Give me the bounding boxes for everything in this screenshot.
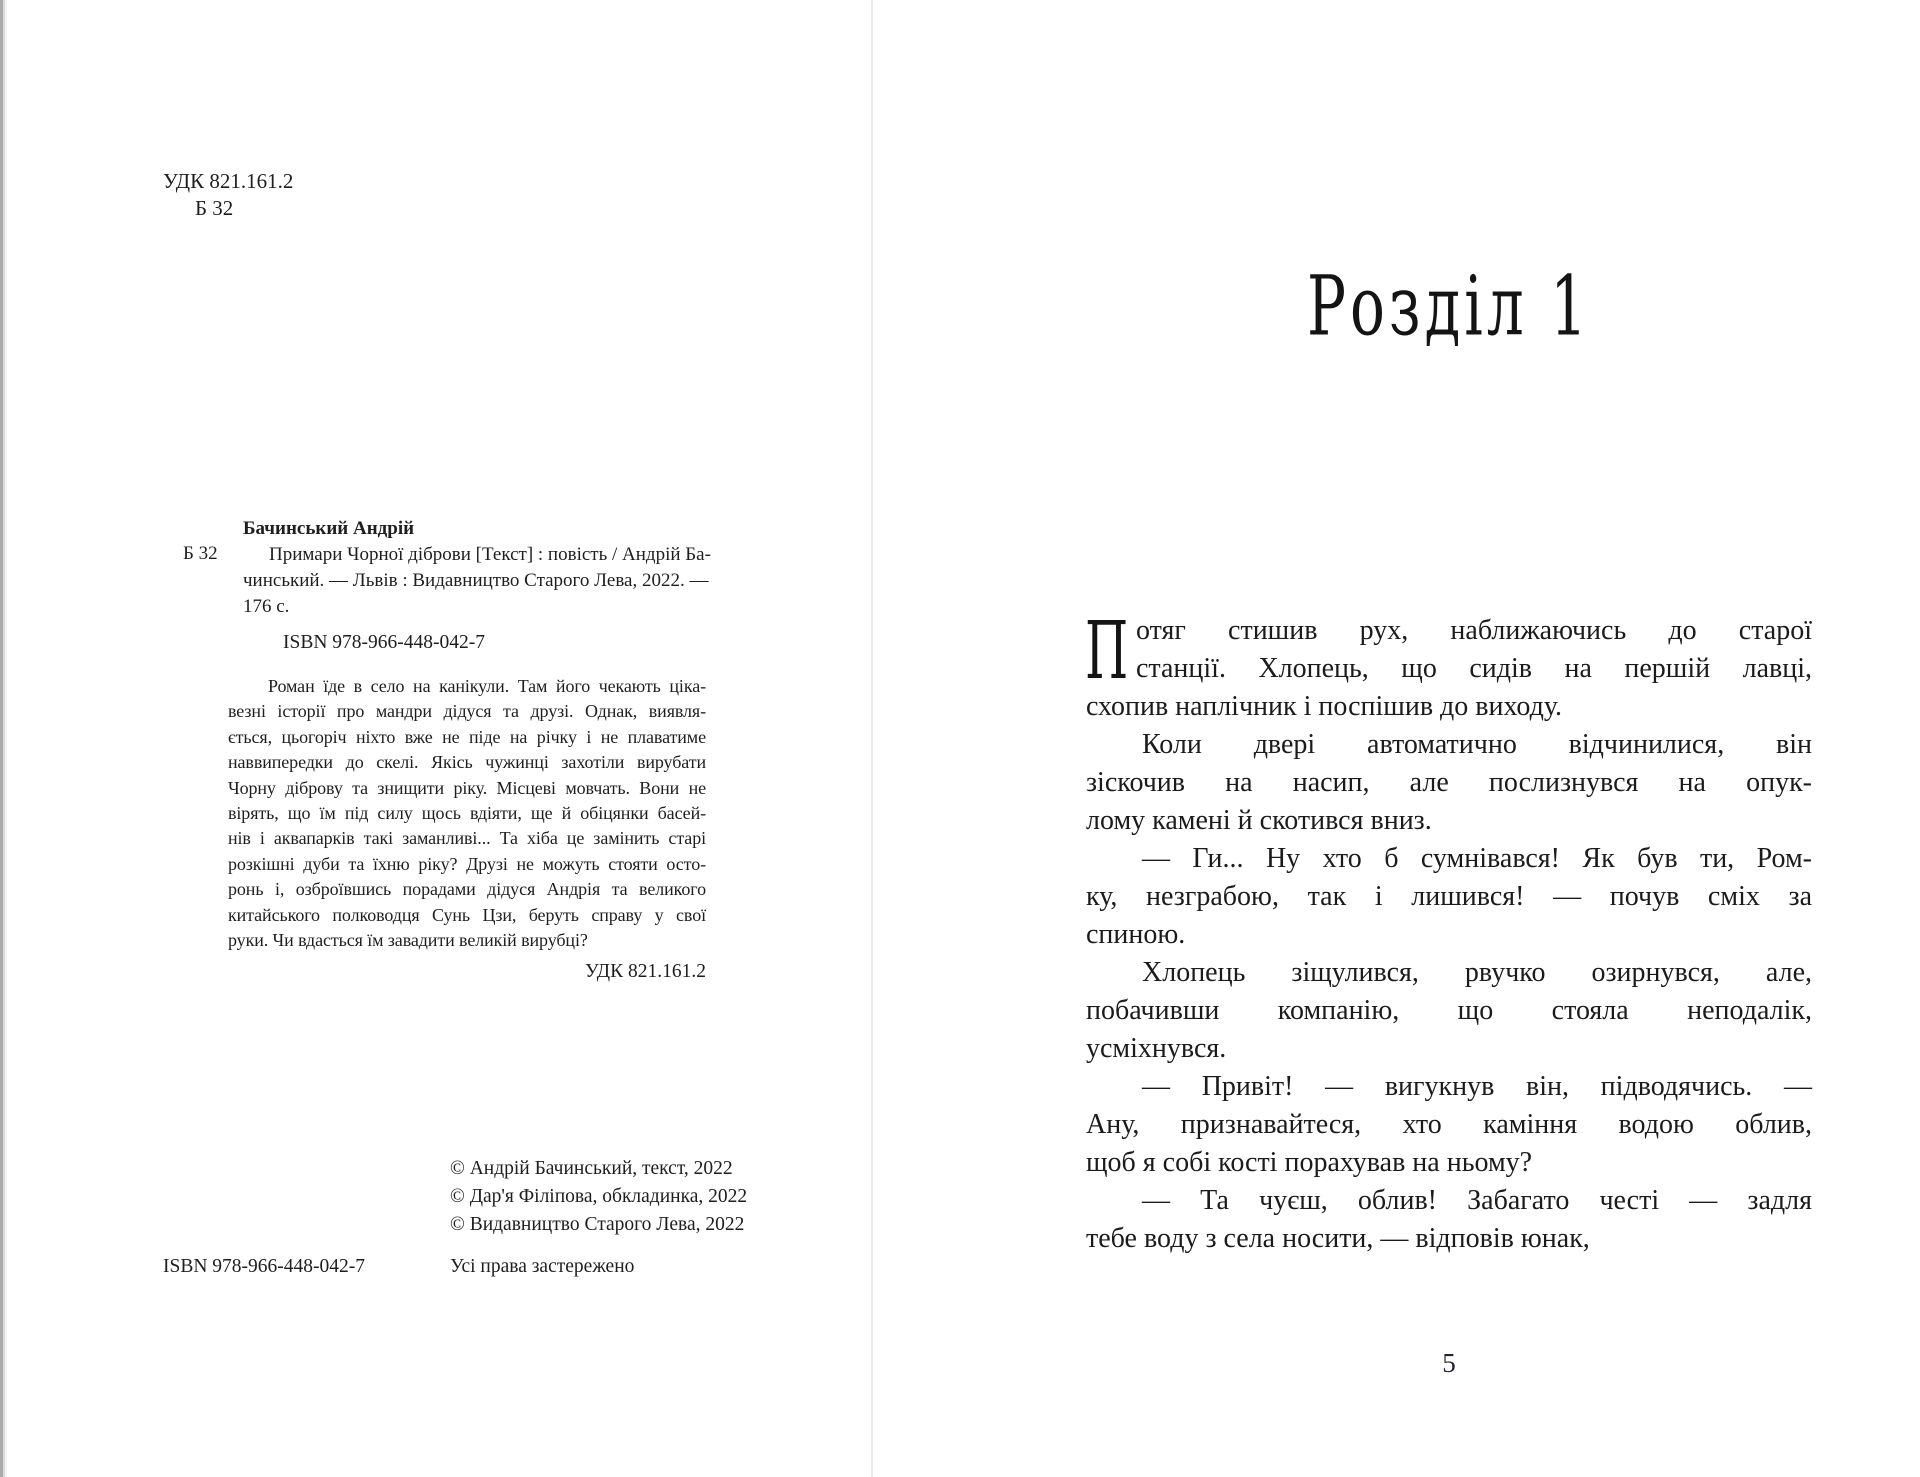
text-line: чинський. — Львів : Видавництво Старого Лева, 2022. — xyxy=(243,570,709,591)
page-number: 5 xyxy=(1442,1348,1456,1378)
text-line: ється, цьогоріч ніхто вже не піде на річку і не плаватиме xyxy=(228,726,706,747)
body-line: станції. Хлопець, що сидів на першій лавці, xyxy=(1136,653,1812,684)
text-line: розкішні дуби та їхню ріку? Друзі не можуть стояти осто- xyxy=(228,853,706,874)
text-line: наввипередки до скелі. Якісь чужинці захотіли вирубати xyxy=(228,752,706,773)
body-line: — Та чуєш, облив! Забагато честі — задля xyxy=(1142,1185,1812,1216)
body-paragraph xyxy=(1086,1068,1812,1182)
text-line: © Дар'я Філіпова, обкладинка, 2022 xyxy=(450,1186,748,1207)
body-line: зіскочив на насип, але послизнувся на опук- xyxy=(1086,767,1812,798)
isbn-number: ISBN 978-966-448-042-7 xyxy=(283,632,486,653)
udc-code: УДК 821.161.2 xyxy=(163,169,294,193)
body-line: схопив наплічник і поспішив до виходу. xyxy=(1086,691,1563,722)
body-line: тебе воду з села носити, — відповів юнак, xyxy=(1086,1223,1590,1254)
body-paragraph xyxy=(1086,954,1812,1068)
body-line: побачивши компанію, що стояла неподалік, xyxy=(1086,995,1812,1026)
body-line: — Ги... Ну хто б сумнівався! Як був ти, Ром- xyxy=(1142,843,1812,874)
udc-bottom: УДК 821.161.2 xyxy=(584,961,706,982)
card-author: Бачинський Андрій xyxy=(243,518,415,539)
text-line: Роман їде в село на канікули. Там його чекають ціка- xyxy=(268,676,706,696)
text-line: Чорну діброву та знищити ріку. Місцеві мовчать. Вони не xyxy=(228,777,706,798)
text-line: 176 с. xyxy=(243,596,290,617)
text-line: © Андрій Бачинський, текст, 2022 xyxy=(450,1158,733,1179)
body-paragraph xyxy=(1085,604,1812,726)
text-line: руки. Чи вдасться їм завадити великій вирубці? xyxy=(228,930,588,951)
body-line: отяг стишив рух, наближаючись до старої xyxy=(1136,615,1812,646)
text-line: © Видавництво Старого Лева, 2022 xyxy=(450,1214,745,1235)
chapter-body xyxy=(1085,604,1812,1258)
rights-note: Усі права застережено xyxy=(450,1256,635,1277)
text-line: везні історії про мандри дідуся та друзі. Однак, виявля- xyxy=(228,701,706,722)
body-line: — Привіт! — вигукнув він, підводячись. — xyxy=(1142,1071,1812,1102)
body-line: Хлопець зіщулився, рвучко озирнувся, але, xyxy=(1142,957,1812,988)
text-line: Примари Чорної діброви [Текст] : повість / Андрій Ба- xyxy=(269,544,711,565)
text-line: вірять, що їм під силу щось вдіяти, ще й обіцянки басей- xyxy=(228,803,706,824)
body-line: усміхнувся. xyxy=(1086,1033,1227,1064)
body-line: спиною. xyxy=(1086,919,1186,950)
text-line: ронь і, озброївшись порадами дідуся Андрія та великого xyxy=(228,879,706,900)
body-paragraph xyxy=(1086,840,1812,954)
card-index: Б 32 xyxy=(183,543,218,564)
author-sign-code: Б 32 xyxy=(195,196,234,220)
text-line: нів і аквапарків такі заманливі... Та хіба це замінить старі xyxy=(228,828,706,849)
text-line: китайського полководця Сунь Цзи, беруть справу у свої xyxy=(228,904,706,925)
chapter-title: Розділ 1 xyxy=(1306,258,1592,355)
body-line: Ану, признавайтеся, хто каміння водою облив, xyxy=(1086,1109,1812,1140)
body-line: Коли двері автоматично відчинилися, він xyxy=(1142,729,1812,760)
body-paragraph xyxy=(1086,726,1812,840)
isbn-bottom: ISBN 978-966-448-042-7 xyxy=(163,1256,366,1277)
body-line: лому камені й скотився вниз. xyxy=(1086,805,1432,836)
body-paragraph xyxy=(1086,1182,1812,1258)
body-line: ку, незграбою, так і лишився! — почув сміх за xyxy=(1086,881,1812,912)
drop-cap: П xyxy=(1085,604,1129,697)
body-line: щоб я собі кості порахував на ньому? xyxy=(1086,1147,1533,1178)
